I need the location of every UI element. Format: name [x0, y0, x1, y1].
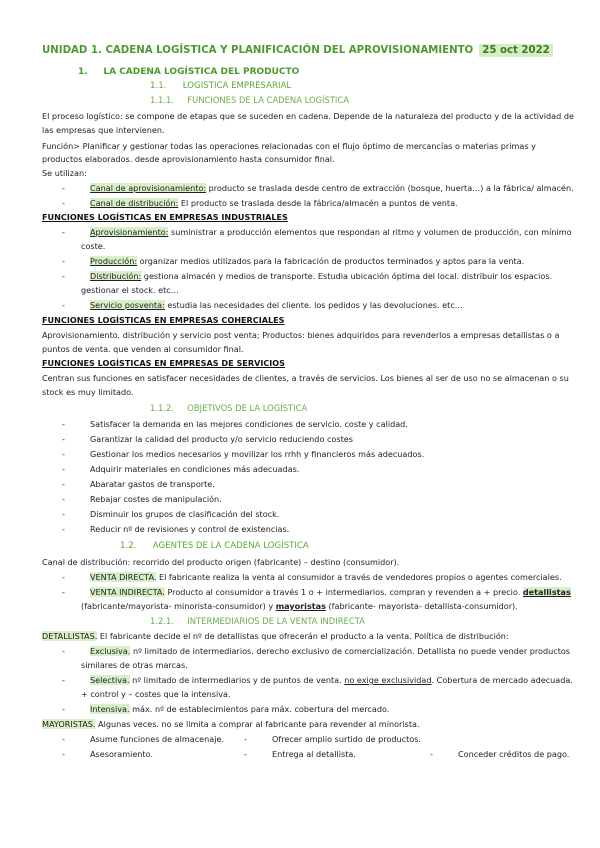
paragraph-line: Se utilizan:: [42, 168, 87, 178]
term: DETALLISTAS.: [42, 631, 98, 641]
item-text: Conceder créditos de pago.: [458, 749, 570, 759]
item-text: El fabricante realiza la venta al consumidor a través de vendedores propios o agentes comerciales.: [156, 572, 562, 582]
list-item-continuation: [81, 600, 600, 612]
list-item: [62, 433, 582, 445]
paragraph-line: Aprovisionamiento. distribución y servicio post venta; Productos: bienes adquiridos para revenderlos a empresas detallistas o a: [42, 330, 560, 340]
heading-1: [78, 66, 598, 78]
bullet: -: [62, 256, 65, 266]
term: VENTA INDIRECTA.: [90, 587, 165, 597]
paragraph-line: Centran sus funciones en satisfacer necesidades de clientes, a través de servicios. Los bienes al ser de uso no se almacenan o su: [42, 373, 569, 383]
list-item: [62, 586, 582, 598]
bullet: -: [62, 494, 65, 504]
heading-label: AGENTES DE LA CADENA LOGÍSTICA: [152, 541, 309, 551]
bullet: -: [62, 419, 65, 429]
paragraph-line: stock es muy limitado.: [42, 387, 134, 397]
paragraph-line: [42, 718, 562, 730]
heading-number: 1.1.2.: [150, 403, 174, 413]
heading-1-1-1: [150, 94, 600, 106]
date-badge: 25 oct 2022: [479, 44, 553, 57]
bullet: -: [62, 749, 65, 759]
list-item: [62, 270, 582, 282]
bullet: -: [62, 183, 65, 193]
item-text: Ofrecer amplio surtido de productos.: [272, 734, 422, 744]
heading-1-1: [150, 80, 600, 92]
item-text: Reducir nº de revisiones y control de existencias.: [90, 524, 290, 534]
paragraph-line: El proceso logístico: se compone de etapas que se suceden en cadena. Depende de la naturaleza del producto y de la actividad de: [42, 111, 574, 121]
bullet: -: [62, 646, 65, 656]
list-item: [62, 255, 582, 267]
bullet: -: [62, 524, 65, 534]
bullet: -: [244, 734, 247, 744]
list-item: [430, 748, 580, 760]
list-item-continuation: similares de otras marcas.: [81, 660, 188, 670]
list-item-continuation: coste.: [81, 241, 106, 251]
paragraph-line: [42, 630, 562, 642]
list-item: [62, 197, 582, 209]
paragraph-line: puntos de venta. que venden al consumidor final.: [42, 344, 244, 354]
item-text: Asume funciones de almacenaje.: [90, 734, 225, 744]
item-text: estudia las necesidades del cliente. los pedidos y las devoluciones. etc…: [164, 300, 463, 310]
heading-label: FUNCIONES DE LA CADENA LOGÍSTICA: [187, 95, 349, 105]
bullet: -: [62, 464, 65, 474]
bullet: -: [430, 749, 433, 759]
heading-1-2: [120, 540, 600, 552]
list-item: [62, 418, 582, 430]
heading-1-2-1: [150, 615, 600, 627]
item-text: El producto se traslada desde la fábrica/almacén a puntos de venta.: [178, 198, 458, 208]
term: Producción:: [90, 256, 138, 266]
section-heading: FUNCIONES LOGÍSTICAS EN EMPRESAS COHERCIALES: [42, 315, 285, 325]
paragraph-line: Canal de distribución: recorrido del producto origen (fabricante) – destino (consumidor).: [42, 557, 400, 567]
bullet: -: [62, 509, 65, 519]
term: Aprovisionamiento:: [90, 227, 169, 237]
item-text: suministrar a producción elementos que respondan al ritmo y volumen de producción, con mínimo: [168, 227, 572, 237]
list-item: [62, 299, 582, 311]
item-text: . Cobertura de mercado adecuada.: [431, 675, 573, 685]
list-item: [62, 493, 582, 505]
paragraph-line: productos elaborados. desde aprovisionamiento hasta consumidor final.: [42, 154, 335, 164]
heading-number: 1.1.: [150, 81, 167, 91]
heading-label: INTERMEDIARIOS DE LA VENTA INDIRECTA: [187, 616, 365, 626]
term-detallistas: detallistas: [522, 587, 571, 597]
term: Exclusiva.: [90, 646, 131, 656]
item-text: (fabricante- mayorista- detallista-consumidor).: [325, 601, 518, 611]
list-item: [62, 571, 582, 583]
bullet: -: [62, 271, 65, 281]
document-title: [42, 44, 562, 57]
item-text: producto se traslada desde centro de extracción (bosque, huerta…) a la fábrica/ almacén.: [206, 183, 574, 193]
list-item: [62, 523, 582, 535]
bullet: -: [62, 300, 65, 310]
term: Canal de aprovisionamiento:: [90, 183, 207, 193]
heading-1-1-2: [150, 402, 600, 414]
item-text: Satisfacer la demanda en las mejores condiciones de servicio. coste y calidad.: [90, 419, 408, 429]
term: Servicio posventa:: [90, 300, 165, 310]
item-text: máx. nº de establecimientos para máx. cobertura del mercado.: [129, 704, 390, 714]
term: Distribución:: [90, 271, 142, 281]
term: Selectiva.: [90, 675, 130, 685]
list-item: [62, 703, 582, 715]
heading-number: 1.: [78, 67, 88, 77]
list-item: [62, 182, 582, 194]
bullet: -: [62, 479, 65, 489]
list-item: [244, 733, 600, 745]
paragraph-line: las empresas que intervienen.: [42, 125, 165, 135]
list-item-continuation: gestionar el stock. etc…: [81, 285, 179, 295]
heading-label: LOGISTICA EMPRESARIAL: [182, 81, 292, 91]
item-text: organizar medios utilizados para la fabricación de productos terminados y aptos para la venta.: [137, 256, 525, 266]
term: MAYORISTAS.: [42, 719, 96, 729]
bullet: -: [62, 734, 65, 744]
term: VENTA DIRECTA.: [90, 572, 157, 582]
bullet: -: [62, 587, 65, 597]
list-item: [62, 674, 582, 686]
item-text: Gestionar los medios necesarios y movilizar los rrhh y financieros más adecuados.: [90, 449, 425, 459]
item-text: nº limitado de intermediarios y de puntos de venta.: [129, 675, 345, 685]
item-text: Abaratar gastos de transporte.: [90, 479, 215, 489]
term: Intensiva.: [90, 704, 130, 714]
item-text: Garantizar la calidad del producto y/o servicio reduciendo costes: [90, 434, 353, 444]
bullet: -: [62, 449, 65, 459]
item-text: nº limitado de intermediarios. derecho exclusivo de comercialización. Detallista no puede vender productos: [130, 646, 571, 656]
bullet: -: [62, 572, 65, 582]
bullet: -: [244, 749, 247, 759]
bullet: -: [62, 227, 65, 237]
item-text: gestiona almacén y medios de transporte. Estudia ubicación óptima del local. distribuir los espacios.: [141, 271, 553, 281]
section-heading: FUNCIONES LOGÍSTICAS EN EMPRESAS DE SERVICIOS: [42, 358, 286, 368]
item-text: Rebajar costes de manipulación.: [90, 494, 222, 504]
list-item: [62, 448, 582, 460]
bullet: -: [62, 198, 65, 208]
item-text: Adquirir materiales en condiciones más adecuadas.: [90, 464, 300, 474]
list-item: [62, 645, 582, 657]
heading-number: 1.2.1.: [150, 616, 174, 626]
bullet: -: [62, 675, 65, 685]
list-item: [62, 508, 582, 520]
term-mayoristas: mayoristas: [275, 601, 326, 611]
item-text: Producto al consumidor a través 1 o + intermediarios. compran y revenden a + precio.: [164, 587, 523, 597]
heading-number: 1.2.: [120, 541, 137, 551]
list-item-continuation: + control y – costes que la intensiva.: [81, 689, 231, 699]
item-text: El fabricante decide el nº de detallistas que ofrecerán el producto a la venta. Política de distribución:: [97, 631, 509, 641]
list-item: [62, 478, 582, 490]
item-text: Algunas veces. no se limita a comprar al fabricante para revender al minorista.: [95, 719, 420, 729]
title-text: UNIDAD 1. CADENA LOGÍSTICA Y PLANIFICACIÓN DEL APROVISIONAMIENTO: [42, 45, 474, 56]
bullet: -: [62, 704, 65, 714]
paragraph-line: Función> Planificar y gestionar todas las operaciones relacionadas con el flujo óptimo de mercancías o materias primas y: [42, 141, 536, 151]
list-item: [62, 226, 582, 238]
term: Canal de distribución:: [90, 198, 179, 208]
item-text: Asesoramiento.: [90, 749, 153, 759]
list-item: [62, 463, 582, 475]
heading-number: 1.1.1.: [150, 95, 174, 105]
section-heading: FUNCIONES LOGÍSTICAS EN EMPRESAS INDUSTRIALES: [42, 212, 288, 222]
heading-label: OBJETIVOS DE LA LOGÍSTICA: [187, 403, 308, 413]
underlined-text: no exige exclusividad: [344, 675, 432, 685]
item-text: Disminuir los grupos de clasificación del stock.: [90, 509, 280, 519]
bullet: -: [62, 434, 65, 444]
heading-label: LA CADENA LOGÍSTICA DEL PRODUCTO: [103, 67, 300, 77]
item-text: (fabricante/mayorista- minorista-consumidor) y: [81, 601, 276, 611]
item-text: Entrega al detallista.: [272, 749, 356, 759]
